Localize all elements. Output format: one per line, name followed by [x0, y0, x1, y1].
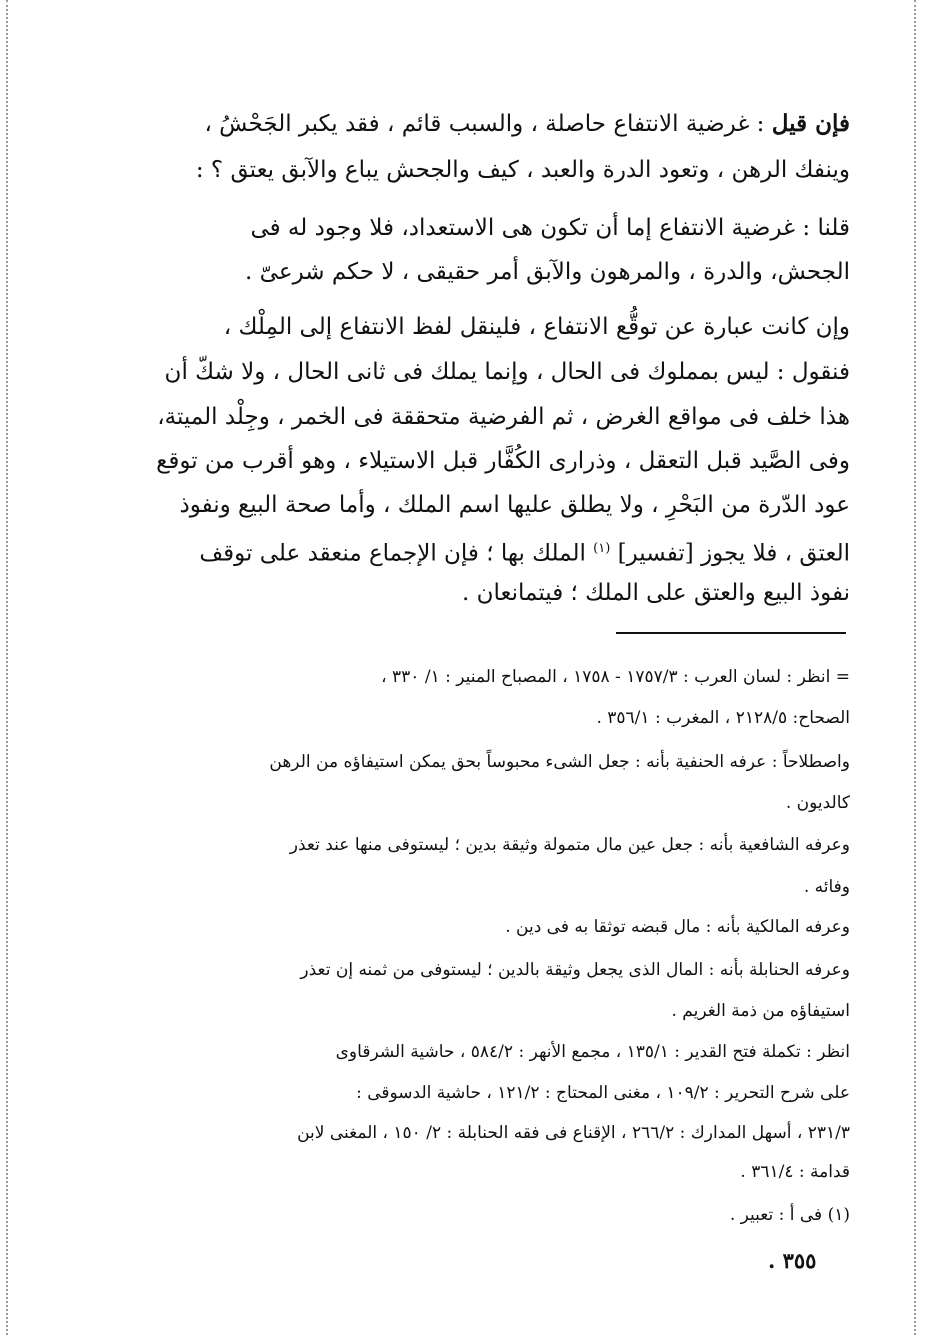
page-number: ٣٥٥ . [768, 1248, 817, 1273]
footnote-line: وعرفه المالكية بأنه : مال قبضه توثقا به فى دين . [505, 917, 850, 937]
footnote-line: على شرح التحرير : ١٠٩/٢ ، مغنى المحتاج : ١٢١/٢ ، حاشية الدسوقى : [356, 1083, 850, 1103]
footnote-line: وعرفه الحنابلة بأنه : المال الذى يجعل وثيقة بالدين ؛ ليستوفى من ثمنه إن تعذر [300, 960, 850, 980]
footnotes [130, 0, 850, 1240]
text-line: وفى الصَّيد قبل التعقل ، وذرارى الكُفَّار قبل الاستيلاء ، وهو أقرب من توقع [156, 448, 850, 474]
text-line: نفوذ البيع والعتق على الملك ؛ فيتمانعان . [462, 580, 850, 606]
scan-border-left [6, 0, 10, 1335]
text-run: الملك بها ؛ فإن الإجماع منعقد على توقف [199, 540, 594, 567]
footnote-line: الصحاح: ٢١٢٨/٥ ، المغرب : ٣٥٦/١ . [596, 708, 850, 728]
text-line: هذا خلف فى مواقع الغرض ، ثم الفرضية متحققة فى الخمر ، وجِلْد الميتة، [157, 404, 850, 430]
footnote-line: واصطلاحاً : عرفه الحنفية بأنه : جعل الشىء محبوساً بحق يمكن استيفاؤه من الرهن [269, 752, 850, 772]
text-line: الجحش، والدرة ، والمرهون والآبق أمر حقيقى ، لا حكم شرعىّ . [245, 259, 850, 285]
paragraph-lead: فإن قيل [771, 110, 850, 137]
text-line: وإن كانت عبارة عن توقُّع الانتفاع ، فلينقل لفظ الانتفاع إلى المِلْك ، [223, 314, 850, 340]
footnote-line: (١) فى أ : تعبير . [729, 1205, 850, 1225]
text-line: وينفك الرهن ، وتعود الدرة والعبد ، كيف والجحش يباع والآبق يعتق ؟ : [195, 157, 850, 183]
footnote-line: استيفاؤه من ذمة الغريم . [671, 1001, 850, 1021]
text-line: فنقول : ليس بمملوك فى الحال ، وإنما يملك فى ثانى الحال ، ولا شكّ أن [164, 359, 850, 385]
scan-border-right [914, 0, 918, 1335]
footnote-line: = انظر : لسان العرب : ١٧٥٧/٣ - ١٧٥٨ ، المصباح المنير : ١/ ٣٣٠ ، [381, 667, 850, 687]
footnote-line: وفائه . [803, 877, 850, 897]
text-run: العتق ، فلا يجوز [تفسير] [610, 540, 850, 567]
footnote-line: كالديون . [785, 793, 850, 813]
footnote-line: ٢٣١/٣ ، أسهل المدارك : ٢٦٦/٢ ، الإقناع فى فقه الحنابلة : ٢/ ١٥٠ ، المغنى لابن [297, 1123, 850, 1143]
footnote-line: انظر : تكملة فتح القدير : ١٣٥/١ ، مجمع الأنهر : ٥٨٤/٢ ، حاشية الشرقاوى [335, 1042, 850, 1062]
footnote-marker: (١) [593, 541, 611, 556]
text-line: قلنا : غرضية الانتفاع إما أن تكون هى الاستعداد، فلا وجود له فى [250, 215, 850, 241]
footnote-line: قدامة : ٣٦١/٤ . [740, 1162, 850, 1182]
text-run: : غرضية الانتفاع حاصلة ، والسبب قائم ، فقد يكبر الجَحْشُ ، [204, 111, 772, 137]
text-line: عود الدّرة من البَحْرِ ، ولا يطلق عليها اسم الملك ، وأما صحة البيع ونفوذ [179, 492, 850, 518]
footnote-line: وعرفه الشافعية بأنه : جعل عين مال متمولة وثيقة بدين ؛ ليستوفى منها عند تعذر [289, 835, 850, 855]
